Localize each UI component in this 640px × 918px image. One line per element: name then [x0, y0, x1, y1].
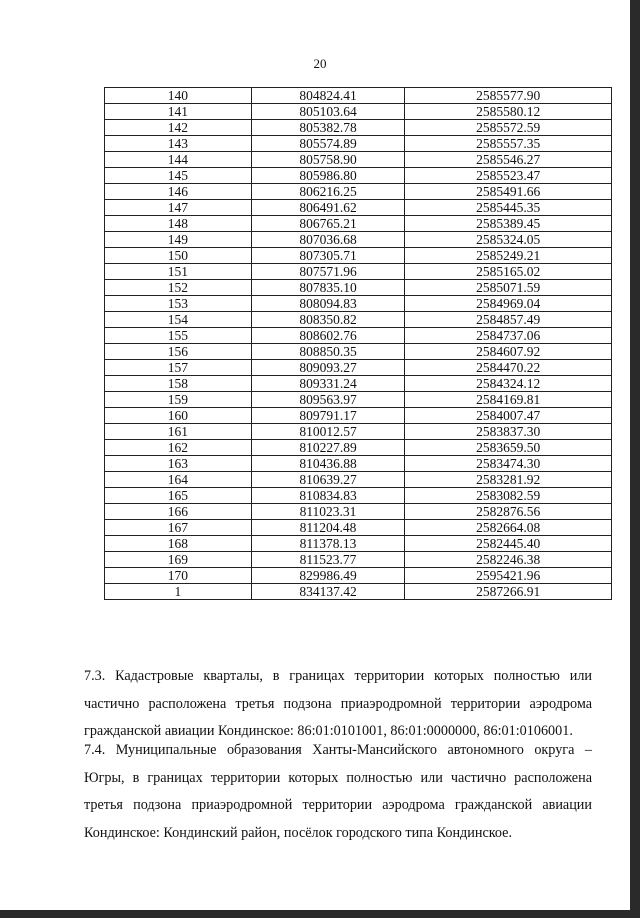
table-row	[105, 376, 612, 392]
point-number-cell: 170	[105, 568, 252, 584]
paragraph-7-4: 7.4. Муниципальные образования Ханты-Мансийского автономного округа – Югры, в границах территории которых полностью или частично расположена третья подзона приаэродромной территории аэродрома гражданской авиации Кондинское: Кондинский район, посёлок городского типа Кондинское.	[84, 742, 592, 841]
point-number-cell: 164	[105, 472, 252, 488]
point-number-cell: 163	[105, 456, 252, 472]
point-number-cell: 145	[105, 168, 252, 184]
y-coordinate-cell: 2585580.12	[405, 104, 612, 120]
coordinates-table	[104, 87, 612, 600]
y-coordinate-cell: 2585491.66	[405, 184, 612, 200]
y-coordinate-cell: 2582664.08	[405, 520, 612, 536]
point-number-cell: 165	[105, 488, 252, 504]
point-number-cell: 160	[105, 408, 252, 424]
table-row	[105, 168, 612, 184]
point-number-cell: 147	[105, 200, 252, 216]
y-coordinate-cell: 2585523.47	[405, 168, 612, 184]
x-coordinate-cell: 810012.57	[251, 424, 405, 440]
y-coordinate-cell: 2585071.59	[405, 280, 612, 296]
table-row	[105, 456, 612, 472]
x-coordinate-cell: 806491.62	[251, 200, 405, 216]
point-number-cell: 155	[105, 328, 252, 344]
scan-edge-bottom	[0, 910, 640, 918]
point-number-cell: 140	[105, 88, 252, 104]
x-coordinate-cell: 804824.41	[251, 88, 405, 104]
y-coordinate-cell: 2584007.47	[405, 408, 612, 424]
table-row	[105, 104, 612, 120]
table-row	[105, 280, 612, 296]
point-number-cell: 146	[105, 184, 252, 200]
table-row	[105, 328, 612, 344]
table-row	[105, 184, 612, 200]
point-number-cell: 157	[105, 360, 252, 376]
table-row	[105, 264, 612, 280]
x-coordinate-cell: 809093.27	[251, 360, 405, 376]
x-coordinate-cell: 805574.89	[251, 136, 405, 152]
table-row	[105, 440, 612, 456]
point-number-cell: 153	[105, 296, 252, 312]
table-row	[105, 488, 612, 504]
y-coordinate-cell: 2585324.05	[405, 232, 612, 248]
point-number-cell: 143	[105, 136, 252, 152]
x-coordinate-cell: 805382.78	[251, 120, 405, 136]
x-coordinate-cell: 807036.68	[251, 232, 405, 248]
point-number-cell: 168	[105, 536, 252, 552]
x-coordinate-cell: 834137.42	[251, 584, 405, 600]
point-number-cell: 148	[105, 216, 252, 232]
x-coordinate-cell: 810227.89	[251, 440, 405, 456]
y-coordinate-cell: 2585572.59	[405, 120, 612, 136]
table-row	[105, 472, 612, 488]
x-coordinate-cell: 809331.24	[251, 376, 405, 392]
y-coordinate-cell: 2584737.06	[405, 328, 612, 344]
table-row	[105, 200, 612, 216]
paragraph-7-3: 7.3. Кадастровые кварталы, в границах территории которых полностью или частично расположена третья подзона приаэродромной территории аэродрома гражданской авиации Кондинское: 86:01:0101001, 86:01:0000000, 86:01:0106001.	[84, 668, 592, 739]
x-coordinate-cell: 809563.97	[251, 392, 405, 408]
point-number-cell: 154	[105, 312, 252, 328]
x-coordinate-cell: 810436.88	[251, 456, 405, 472]
y-coordinate-cell: 2584324.12	[405, 376, 612, 392]
y-coordinate-cell: 2583837.30	[405, 424, 612, 440]
table-row	[105, 312, 612, 328]
table-row	[105, 216, 612, 232]
table-row	[105, 296, 612, 312]
x-coordinate-cell: 808094.83	[251, 296, 405, 312]
table-row	[105, 424, 612, 440]
point-number-cell: 156	[105, 344, 252, 360]
point-number-cell: 1	[105, 584, 252, 600]
x-coordinate-cell: 829986.49	[251, 568, 405, 584]
point-number-cell: 158	[105, 376, 252, 392]
x-coordinate-cell: 807305.71	[251, 248, 405, 264]
table-row	[105, 536, 612, 552]
point-number-cell: 144	[105, 152, 252, 168]
x-coordinate-cell: 807835.10	[251, 280, 405, 296]
page-number: 20	[313, 56, 327, 71]
x-coordinate-cell: 806765.21	[251, 216, 405, 232]
coordinates-table-body	[105, 88, 612, 600]
y-coordinate-cell: 2584607.92	[405, 344, 612, 360]
x-coordinate-cell: 811023.31	[251, 504, 405, 520]
table-row	[105, 360, 612, 376]
y-coordinate-cell: 2582246.38	[405, 552, 612, 568]
table-row	[105, 120, 612, 136]
x-coordinate-cell: 810834.83	[251, 488, 405, 504]
x-coordinate-cell: 805986.80	[251, 168, 405, 184]
point-number-cell: 141	[105, 104, 252, 120]
y-coordinate-cell: 2582445.40	[405, 536, 612, 552]
y-coordinate-cell: 2583281.92	[405, 472, 612, 488]
y-coordinate-cell: 2583474.30	[405, 456, 612, 472]
y-coordinate-cell: 2587266.91	[405, 584, 612, 600]
x-coordinate-cell: 810639.27	[251, 472, 405, 488]
y-coordinate-cell: 2583082.59	[405, 488, 612, 504]
x-coordinate-cell: 806216.25	[251, 184, 405, 200]
y-coordinate-cell: 2585557.35	[405, 136, 612, 152]
y-coordinate-cell: 2585577.90	[405, 88, 612, 104]
point-number-cell: 161	[105, 424, 252, 440]
y-coordinate-cell: 2582876.56	[405, 504, 612, 520]
x-coordinate-cell: 809791.17	[251, 408, 405, 424]
table-row	[105, 568, 612, 584]
point-number-cell: 152	[105, 280, 252, 296]
y-coordinate-cell: 2585445.35	[405, 200, 612, 216]
table-row	[105, 504, 612, 520]
x-coordinate-cell: 811378.13	[251, 536, 405, 552]
table-row	[105, 392, 612, 408]
y-coordinate-cell: 2583659.50	[405, 440, 612, 456]
x-coordinate-cell: 807571.96	[251, 264, 405, 280]
table-row	[105, 408, 612, 424]
table-row	[105, 344, 612, 360]
point-number-cell: 151	[105, 264, 252, 280]
y-coordinate-cell: 2585165.02	[405, 264, 612, 280]
point-number-cell: 167	[105, 520, 252, 536]
point-number-cell: 142	[105, 120, 252, 136]
y-coordinate-cell: 2595421.96	[405, 568, 612, 584]
table-row	[105, 520, 612, 536]
point-number-cell: 162	[105, 440, 252, 456]
x-coordinate-cell: 808850.35	[251, 344, 405, 360]
y-coordinate-cell: 2585389.45	[405, 216, 612, 232]
table-row	[105, 248, 612, 264]
x-coordinate-cell: 808602.76	[251, 328, 405, 344]
x-coordinate-cell: 805103.64	[251, 104, 405, 120]
table-row	[105, 584, 612, 600]
point-number-cell: 150	[105, 248, 252, 264]
y-coordinate-cell: 2584969.04	[405, 296, 612, 312]
x-coordinate-cell: 808350.82	[251, 312, 405, 328]
table-row	[105, 136, 612, 152]
y-coordinate-cell: 2584169.81	[405, 392, 612, 408]
y-coordinate-cell: 2585249.21	[405, 248, 612, 264]
scan-edge-right	[630, 0, 640, 918]
y-coordinate-cell: 2585546.27	[405, 152, 612, 168]
y-coordinate-cell: 2584857.49	[405, 312, 612, 328]
table-row	[105, 152, 612, 168]
point-number-cell: 169	[105, 552, 252, 568]
table-row	[105, 232, 612, 248]
table-row	[105, 552, 612, 568]
x-coordinate-cell: 811204.48	[251, 520, 405, 536]
point-number-cell: 159	[105, 392, 252, 408]
y-coordinate-cell: 2584470.22	[405, 360, 612, 376]
x-coordinate-cell: 811523.77	[251, 552, 405, 568]
point-number-cell: 149	[105, 232, 252, 248]
x-coordinate-cell: 805758.90	[251, 152, 405, 168]
point-number-cell: 166	[105, 504, 252, 520]
table-row	[105, 88, 612, 104]
